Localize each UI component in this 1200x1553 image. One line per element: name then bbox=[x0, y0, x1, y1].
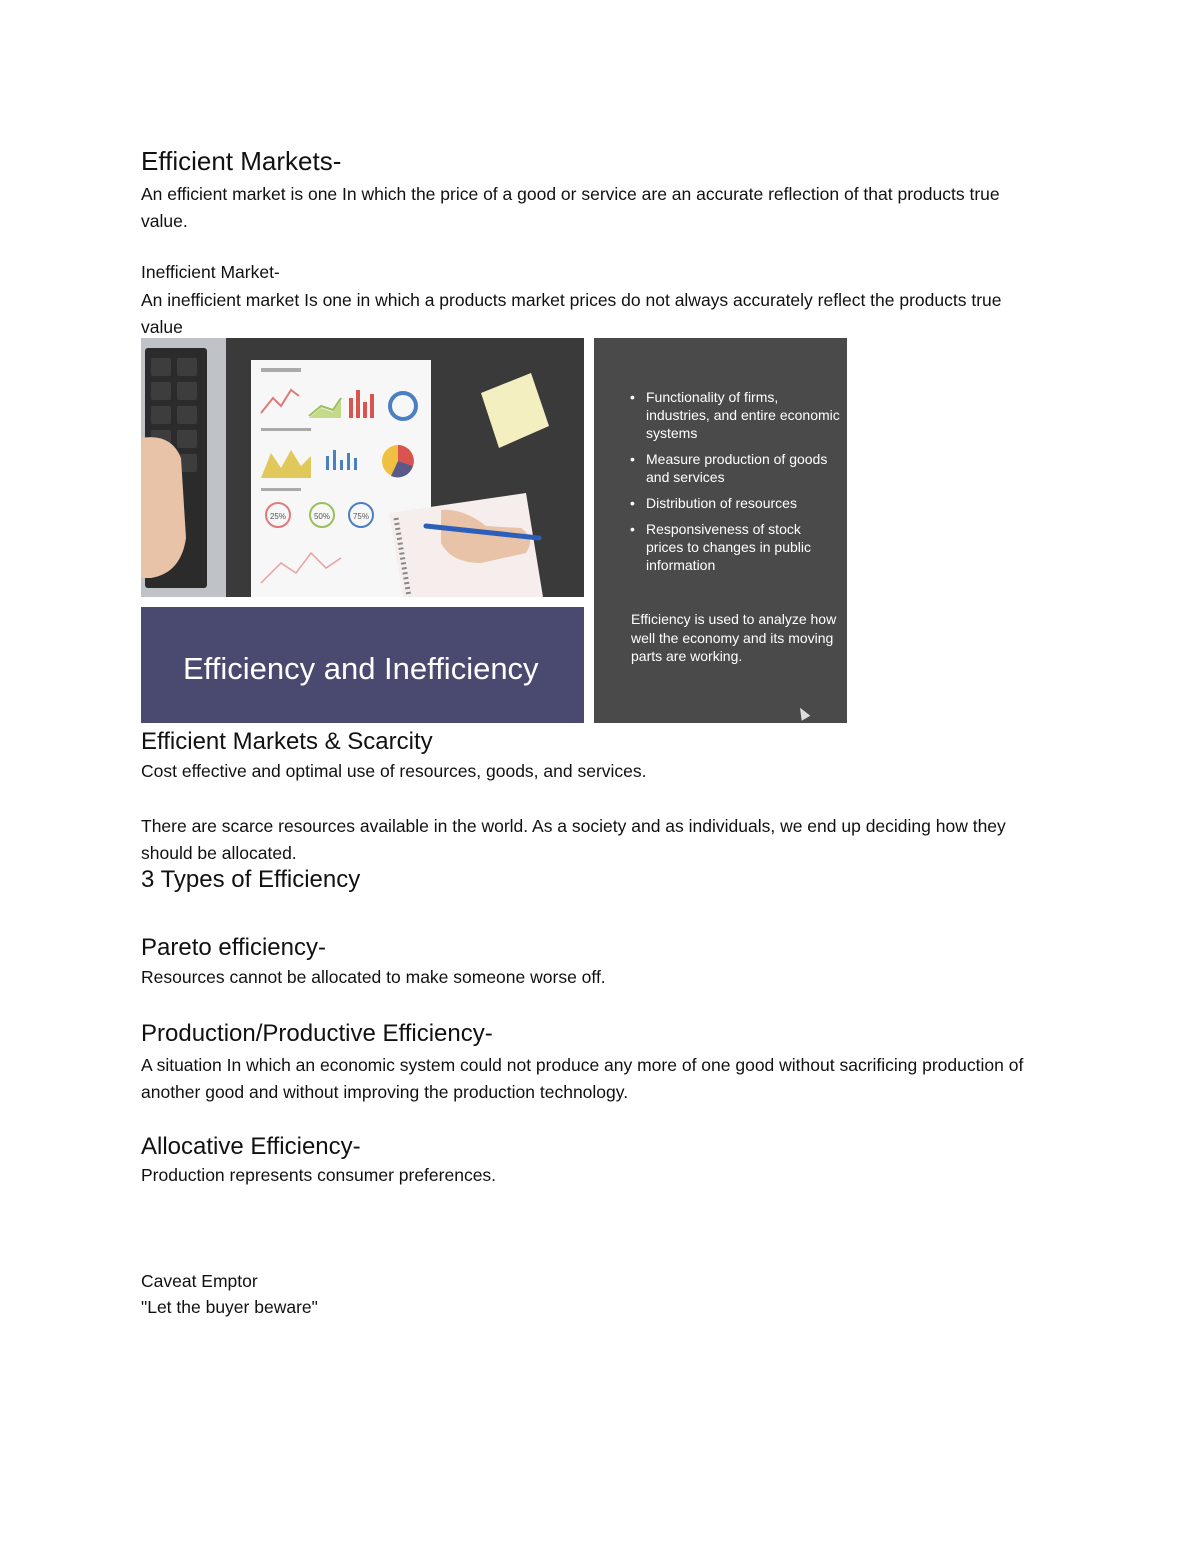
mouse-cursor-icon bbox=[796, 705, 811, 720]
heading-inefficient-market: Inefficient Market- bbox=[141, 262, 280, 282]
heading-pareto: Pareto efficiency- bbox=[141, 934, 326, 961]
slide-bullet: • Distribution of resources bbox=[630, 494, 840, 512]
slide-bullet: • Responsiveness of stock prices to changes in public information bbox=[630, 520, 840, 574]
desk-illustration bbox=[141, 338, 584, 597]
paragraph-scarcity-1: Cost effective and optimal use of resources, goods, and services. bbox=[141, 761, 647, 781]
paragraph-efficient-markets: An efficient market is one In which the price of a good or service are an accurate reflection of that products true value. bbox=[141, 184, 1000, 231]
paragraph-pareto: Resources cannot be allocated to make someone worse off. bbox=[141, 967, 606, 987]
slide-bullet-list bbox=[630, 388, 840, 582]
paragraph-productive: A situation In which an economic system could not produce any more of one good without sacrificing production of another good and without improving the production technology. bbox=[141, 1055, 1024, 1102]
slide-photo bbox=[141, 338, 584, 597]
slide-bullet: • Functionality of firms, industries, and entire economic systems bbox=[630, 388, 840, 442]
slide-title-band bbox=[141, 607, 584, 723]
percent-label: 25% bbox=[269, 512, 287, 521]
heading-caveat: Caveat Emptor bbox=[141, 1271, 258, 1291]
paragraph-inefficient-market: An inefficient market Is one in which a products market prices do not always accurately reflect the products true value bbox=[141, 290, 1002, 337]
heading-scarcity: Efficient Markets & Scarcity bbox=[141, 728, 433, 755]
percent-label: 50% bbox=[313, 512, 331, 521]
quote-caveat: "Let the buyer beware" bbox=[141, 1297, 318, 1317]
paragraph-scarcity-2: There are scarce resources available in the world. As a society and as individuals, we end up deciding how they should be allocated. bbox=[141, 816, 1006, 863]
paragraph-allocative: Production represents consumer preferences. bbox=[141, 1165, 497, 1185]
slide-bullet-panel bbox=[594, 338, 847, 723]
heading-productive: Production/Productive Efficiency- bbox=[141, 1020, 493, 1047]
heading-allocative: Allocative Efficiency- bbox=[141, 1133, 361, 1160]
slide-title: Efficiency and Inefficiency bbox=[183, 651, 539, 686]
heading-types: 3 Types of Efficiency bbox=[141, 866, 361, 893]
slide-bullet: • Measure production of goods and services bbox=[630, 450, 840, 486]
left-hand-icon bbox=[141, 437, 186, 578]
percent-label: 75% bbox=[352, 512, 370, 521]
slide-summary: Efficiency is used to analyze how well the economy and its moving parts are working. bbox=[631, 611, 837, 664]
heading-efficient-markets: Efficient Markets- bbox=[141, 146, 342, 176]
